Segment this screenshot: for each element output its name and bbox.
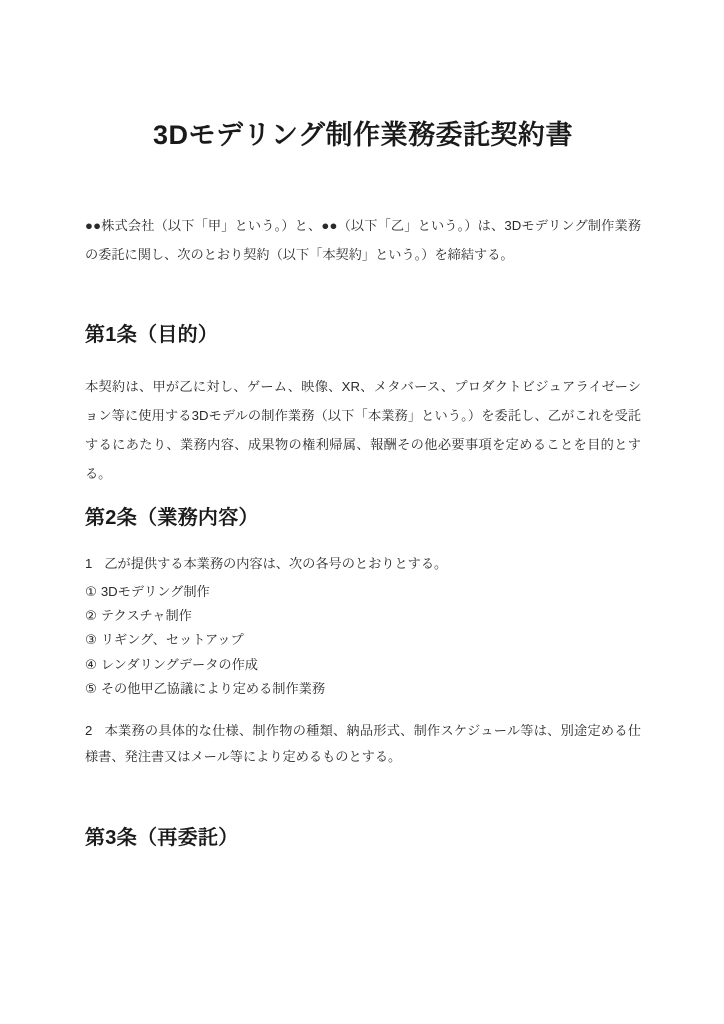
list-item-marker: ③ xyxy=(85,632,97,648)
article-1-heading: 第1条（目的） xyxy=(85,324,219,346)
list-item xyxy=(85,580,641,604)
list-item-marker: ① xyxy=(85,584,97,599)
clause-number: 1 xyxy=(85,556,93,571)
article-2-clause-1 xyxy=(85,552,641,576)
list-item-label: テクスチャ制作 xyxy=(100,608,192,624)
article-2-heading: 第2条（業務内容） xyxy=(85,507,259,529)
list-item xyxy=(85,677,641,701)
article-3-heading: 第3条（再委託） xyxy=(85,827,239,849)
list-item-label: 3Dモデリング制作 xyxy=(100,584,210,599)
page-title: 3Dモデリング制作業務委託契約書 xyxy=(153,120,573,150)
preamble-paragraph: ●●株式会社（以下「甲」という。）と、●●（以下「乙」という。）は、3Dモデリング制作業務の委託に関し、次のとおり契約（以下「本契約」という。）を締結する。 xyxy=(85,218,641,262)
list-item-marker: ② xyxy=(85,608,97,624)
list-item-label: その他甲乙協議により定める制作業務 xyxy=(100,680,326,696)
clause-text: 乙が提供する本業務の内容は、次の各号のとおりとする。 xyxy=(104,556,448,571)
list-item xyxy=(85,653,641,677)
list-item-label: リギング、セットアップ xyxy=(100,632,244,648)
list-item-marker: ④ xyxy=(85,656,97,672)
list-item-marker: ⑤ xyxy=(85,680,97,696)
list-item xyxy=(85,604,641,628)
list-item xyxy=(85,628,641,652)
article-2-item-list xyxy=(85,580,641,701)
list-item-label: レンダリングデータの作成 xyxy=(100,656,258,672)
article-1-body: 本契約は、甲が乙に対し、ゲーム、映像、XR、メタバース、プロダクトビジュアライゼーション等に使用する3Dモデルの制作業務（以下「本業務」という。）を委託し、乙がこれを受託するにあたり、業務内容、成果物の権利帰属、報酬その他必要事項を定めることを目的とする。 xyxy=(85,379,641,481)
clause-text: 本業務の具体的な仕様、制作物の種類、納品形式、制作スケジュール等は、別途定める仕様書、発注書又はメール等により定めるものとする。 xyxy=(85,723,641,764)
clause-number: 2 xyxy=(85,723,93,738)
article-2-clause-2 xyxy=(85,718,641,770)
